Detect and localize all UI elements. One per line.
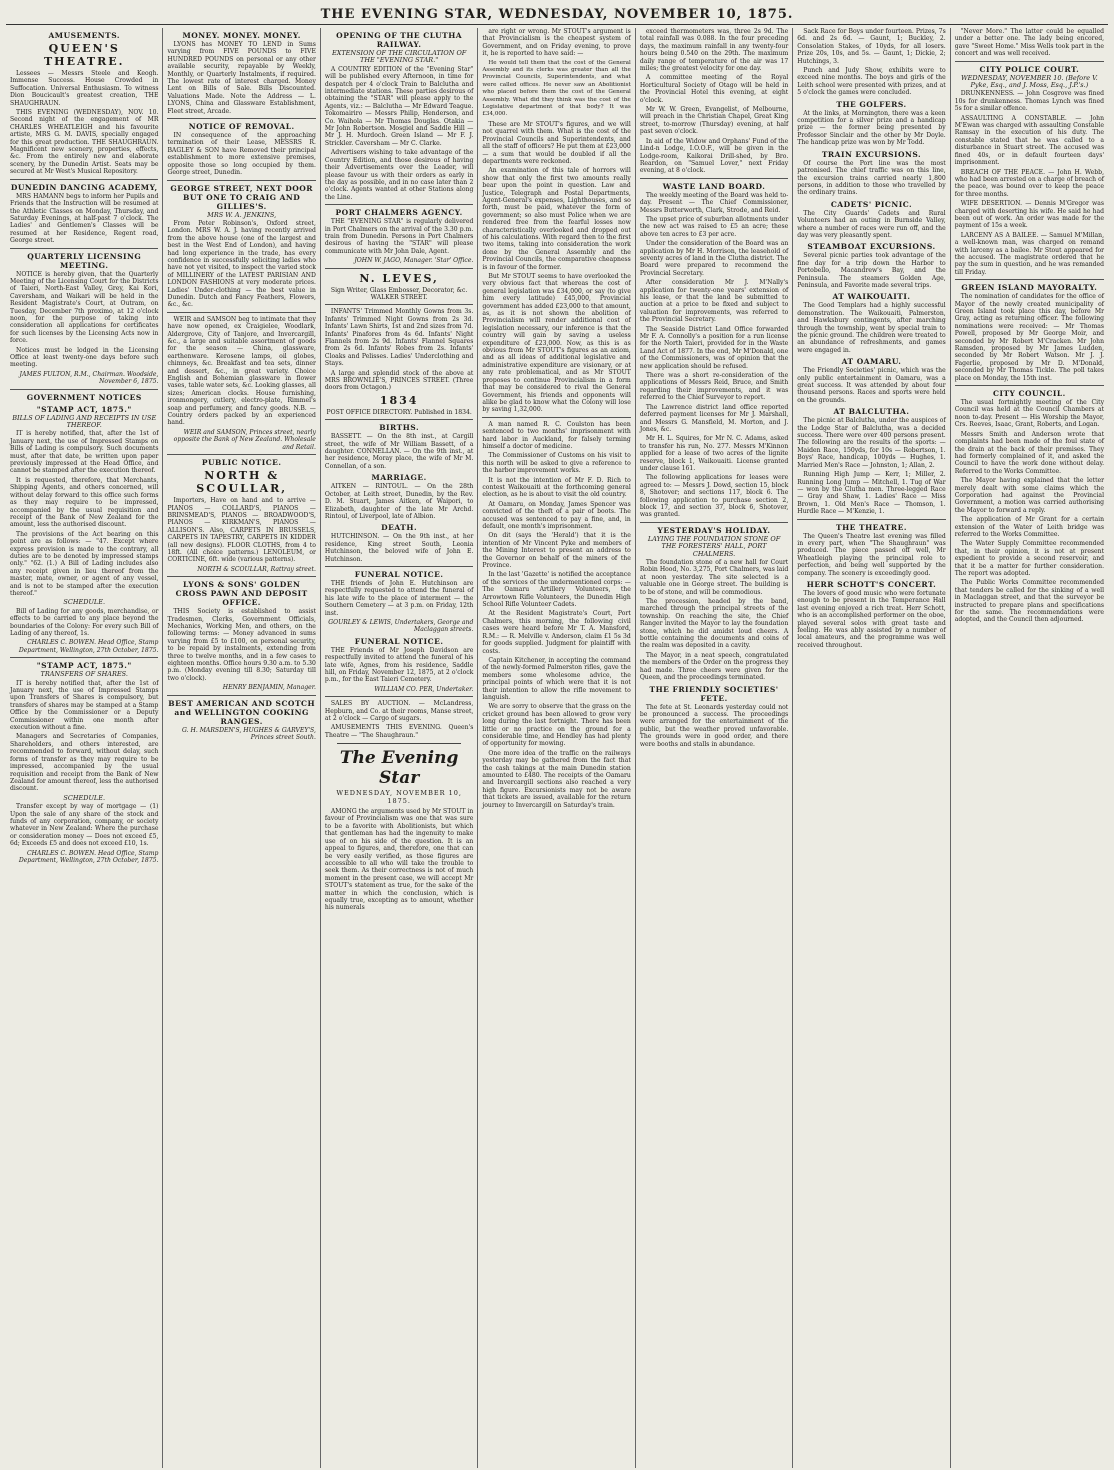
news-paragraph: The Mayor having explained that the letter merely dealt with some claims which the Corporation had against the Provincial Government, a motion was carried authorising the Mayor to forward a reply.	[954, 477, 1105, 514]
paragraph: Lessees — Messrs Steele and Keogh. Immense Success. House Crowded in Suffocation. Universal Enthusiasm. To witness Dion Boucicault's greatest creation, THE SHAUGHRAUN.	[10, 70, 159, 107]
paragraph: The provisions of the Act bearing on this point are as follows: — "47. Except where express provision is made to the contrary, all duties are to be denoted by impressed stamps only." "62. (1.) A Bill of Lading includes also any receipt given in lieu thereof from the master, mate, owner, or agent of any vessel, and is not to be stamped after the execution thereof."	[10, 530, 159, 597]
paragraph: HUTCHINSON. — On the 9th inst., at her residence, King street South, Leonia Hutchinson, the beloved wife of John E. Hutchinson.	[324, 533, 474, 563]
news-paragraph: The application of Mr Grant for a certain extension of the Water of Leith bridge was referred to the Works Committee.	[954, 516, 1105, 538]
news-paragraph: The Seaside District Land Office forwarded Mr F. A. Connolly's a position for a run license for the North Taieri, provided for in the Waste Land Act of 1877. In the end, Mr M'Donald, one of the Commissioners, was of opinion that the new application should be refused.	[639, 325, 789, 370]
news-paragraph: "Never More." The latter could be equalled under a better one. The lady being encored, gave "Sweet Home." Miss Wells took part in the concert and was well received.	[954, 28, 1105, 58]
notice-subtitle: BILLS OF LADING AND RECEIPTS IN USE THEREOF.	[12, 413, 157, 430]
news-paragraph: Of course the Port line was the most patronised. The chief traffic was on this line, the excursion trains carried nearly 1,800 persons, in addition to those who travelled by the ordinary trains.	[797, 159, 946, 197]
ad-heading: PUBLIC NOTICE.	[201, 458, 282, 468]
paragraph: NOTICE is hereby given, that the Quarterly Meeting of the Licensing Court for the Districts of Taieri, North-East Valley, Grey, Kai Kori, Caversham, and Waikari will be held in the Resident Magistrate's Court, at Outram, on Tuesday, December 7th proximo, at 12 o'clock noon, for the purpose of taking into consideration all applications for certificates for such licenses by the Licensing Acts now in force.	[10, 270, 159, 345]
section-heading: TRAIN EXCURSIONS.	[821, 149, 922, 159]
divider	[955, 61, 1104, 62]
ad-heading: NOTICE OF REMOVAL.	[188, 122, 295, 132]
news-paragraph: At the Resident Magistrate's Court, Port Chalmers, this morning, the following civil cases were heard before Mr T. A. Mansford, R.M.: — R. Melville v. Anderson, claim £1 5s 3d for goods supplied. Judgment for plaintiff with costs.	[482, 610, 631, 655]
column-3	[321, 28, 478, 1468]
divider	[167, 454, 315, 455]
paragraph: Sign Writer, Glass Embosser, Decorator, &c. WALKER STREET.	[330, 286, 468, 301]
divider	[167, 118, 315, 119]
paragraph: THE Friends of Mr Joseph Davidson are respectfully invited to attend the funeral of his late wife, Agnes, from his residence, Saddle hill, on Friday, November 12, 1875, at 2 o'clock p.m., for the East Taieri Cemetery.	[324, 646, 474, 684]
notice-heading: OPENING OF THE CLUTHA RAILWAY.	[336, 31, 463, 49]
editorial-paragraph: are right or wrong. Mr STOUT's argument is that Provincialism is the cheapest system of Government, and on Friday evening, to prove it, he is reported to have said: —	[482, 28, 631, 58]
signature: NORTH & SCOULLAR, Rattray street.	[197, 565, 316, 573]
divider	[167, 576, 315, 577]
news-paragraph: The nomination of candidates for the office of Mayor of the newly created municipality of Green Island took place this day, before Mr Gray, acting as returning officer. The following nominations were received: — Mr Thomas Powell, proposed by Mr George Moir, and seconded by Mr Robert M'Cracken. Mr John Ramsden, proposed by Mr James Ludden, seconded by Mr Robert Watson. Mr J. J. Fagerlie, proposed by Mr D. M'Donald, seconded by Mr Thomas Tickle. The poll takes place on Monday, the 15th inst.	[954, 293, 1105, 382]
divider	[955, 385, 1104, 386]
paragraph: Managers and Secretaries of Companies, Shareholders, and others interested, are recommended to forward, without delay, such forms of transfer as they may require to be impressed, accompanied by the usual requisition and receipt from the Bank of New Zealand for amount thereof, less the authorised discount.	[10, 733, 159, 793]
paragraph: SALES BY AUCTION. — McLandress, Hepburn, and Co. at their rooms, Manse street, at 2 o'clock — Cargo of sugars.	[324, 700, 474, 723]
section-heading: THE FRIENDLY SOCIETIES' FETE.	[649, 684, 779, 703]
section-heading: FUNERAL NOTICE.	[354, 569, 444, 579]
news-paragraph: The usual fortnightly meeting of the City Council was held at the Council Chambers at noon to-day. Present — His Worship the Mayor, Crs. Reeves, Isaac, Grant, Roberts, and Logan.	[954, 399, 1105, 429]
divider	[167, 312, 315, 313]
ad-heading: GEORGE STREET, NEXT DOOR BUT ONE TO CRAIG AND GILLIES'S.	[170, 183, 313, 211]
notice-title: "STAMP ACT, 1875."	[36, 661, 132, 671]
paragraph: IT is hereby notified that, after the 1st of January next, the use of Impressed Stamps upon Transfers of Shares is compulsory, but transfers of shares may be stamped at a Stamp Office by the Commissioner or a Deputy Commissioner within one month after execution without a fine.	[10, 679, 159, 732]
news-paragraph: Running High Jump — Kerr, 1; Miller, 2. Running Long Jump — Mitchell, 1. Tug of War — won by the Clutha men. Three-legged Race — Gray and Shaw, 1. Ladies' Race — Miss Brown, 1. Old Men's Race — Thomson, 1. Hurdle Race — M'Kenzie, 1.	[797, 471, 946, 516]
paragraph: A COUNTRY EDITION of the "Evening Star" will be published every Afternoon, in time for despatch per 4 o'clock Train to Balclutha and intermediate stations. These parties desirous of obtaining the "STAR" will please apply to the Agents, viz.: — Balclutha — Mr Edward Teague. Tokomairiro — Messrs Philip, Henderson, and Co. Waihola — Mr Thomas Douglas. Otakia — Mr John Robertson. Mosgiel and Saddle Hill — Mr J. H. Murdoch. Green Island — Mr F. J. Strickler. Caversham — Mr C. Clarke.	[324, 65, 474, 147]
divider	[325, 696, 473, 697]
news-paragraph: DRUNKENNESS. — John Cosgrove was fined 10s for drunkenness. Thomas Lynch was fined 5s for a similar offence.	[954, 90, 1105, 113]
news-paragraph: The Queen's Theatre last evening was filled in every part, when "The Shaughraun" was produced. The piece passed off well, Mr Wheatleigh playing the principal role to perfection, and being well supported by the company. The scenery is exceedingly good.	[797, 532, 946, 577]
section-heading: CITY COUNCIL.	[992, 389, 1066, 399]
editorial-paragraph: These are Mr STOUT's figures, and we will not quarrel with them. What is the cost of the Provincial Councils and Superintendents, and all the staff of officers? He put them at £23,000 — a sum that would be doubled if all the departments were reckoned.	[482, 120, 631, 165]
news-paragraph: Sack Race for Boys under fourteen. Prizes, 7s 6d. and 2s 6d. — Gaunt, 1; Buckley, 2. Consolation Stakes, of 10yds, for all losers. Prize 20s, 10s, and 5s. — Gaunt, 1; Dickie, 2; Hutchings, 3.	[797, 28, 946, 65]
section-heading: DEATH.	[381, 523, 418, 533]
paragraph: Bill of Lading for any goods, merchandise, or effects to be carried to any place beyond the boundaries of the Colony: For every such Bill of Lading of any thereof, 1s.	[10, 607, 159, 637]
signature: WEIR and SAMSON, Princes street, nearly opposite the Bank of New Zealand. Wholesale and Retail.	[173, 428, 316, 451]
divider	[325, 566, 473, 567]
paragraph: Transfer except by way of mortgage — (1) Upon the sale of any share of the stock and funds of any corporation, company, or society whatever in New Zealand: Where the purchase or consideration money — Does not exceed £5, 6d; Exceeds £5 and does not exceed £10, 1s.	[10, 803, 159, 848]
issue-date: WEDNESDAY, NOVEMBER 10, 1875.	[336, 789, 462, 805]
divider	[325, 419, 473, 420]
column-7	[951, 28, 1108, 1468]
column-5	[636, 28, 793, 1468]
ad-heading: LYONS & SONS' GOLDEN CROSS PAWN AND DEPOSIT OFFICE.	[175, 580, 308, 608]
schedule-title: SCHEDULE.	[63, 598, 106, 607]
signature: CHARLES C. BOWEN. Head Office, Stamp Department, Wellington, 27th October, 1875.	[18, 639, 159, 654]
section-heading: BIRTHS.	[379, 423, 420, 433]
paragraph: THIS Society is established to assist Tradesmen, Clerks, Government Officials, Mechanics, Working Men, and others, on the following terms: — Money advanced in sums varying from £5 to £100, on personal security, to be repaid by instalments, extending from three to twelve months, and in a few cases to eighteen months. Office hours 9.30 a.m. to 5.30 p.m. (Monday evening till 8.30; Saturday till two o'clock).	[167, 608, 316, 682]
notice-heading: PORT CHALMERS AGENCY.	[335, 208, 463, 218]
signature: WILLIAM CO. PER, Undertaker.	[374, 685, 474, 693]
news-paragraph: LARCENY AS A BAILEE. — Samuel M'Millan, a well-known man, was charged on remand with larceny as a bailee. Mr Stout appeared for the accused. The magistrate ordered that he pay the sum in question, and he was remanded till Friday.	[954, 231, 1105, 276]
news-paragraph: One more idea of the traffic on the railways yesterday may be gathered from the fact that the cash takings at the main Dunedin station amounted to £480. The receipts of the Oamaru and Invercargill sections also reached a very high figure. Excursionists may not be aware that tickets are issued, available for the return journey to Invercargill on Saturday's train.	[482, 749, 631, 809]
divider	[955, 279, 1104, 280]
news-paragraph: The following applications for leases were agreed to: — Messrs J. Dowd, section 15, block 8, Shotover; and sections 117, block 6. The following application to purchase section 2, block 17, and section 37, block 6, Shotover, was granted.	[639, 474, 789, 519]
signature: JOHN W. JAGO, Manager. 'Star' Office.	[354, 257, 474, 265]
news-paragraph: The lovers of good music who were fortunate enough to be present in the Temperance Hall last evening enjoyed a rich treat. Herr Schott, who is an accomplished performer on the oboe, played several solos with great taste and feeling. He was ably assisted by a number of local amateurs, and the programme was well received throughout.	[797, 589, 946, 649]
news-paragraph: The weekly meeting of the Board was held to-day. Present — The Chief Commissioner, Messrs Butterworth, Clark, Strode, and Reid.	[639, 191, 789, 214]
signature: JAMES FULTON, R.M., Chairman. Woodside, November 6, 1875.	[19, 370, 159, 386]
ad-title: N. LEVES,	[359, 271, 439, 285]
news-paragraph: Under the consideration of the Board was an application by Mr H. Morrison, the leasehold of seventy acres of land in the Clutha district. The Board were prepared to recommend the Provincial Secretary.	[639, 240, 789, 277]
section-heading: THE THEATRE.	[836, 522, 907, 532]
section-heading: DUNEDIN DANCING ACADEMY,	[10, 182, 158, 192]
paragraph: IT is hereby notified, that, after the 1st of January next, the use of Impressed Stamps on Bills of Lading is compulsory. Such documents must, after that date, be written upon paper previously impressed at the Head Office, and cannot be stamped after the execution thereof.	[10, 430, 159, 475]
section-heading: AT OAMARU.	[841, 357, 902, 367]
paragraph: THE friends of John E. Hutchinson are respectfully requested to attend the funeral of his late wife to the place of interment — the Southern Cemetery — at 3 p.m. on Friday, 12th inst.	[324, 579, 474, 617]
divider	[10, 248, 158, 249]
column-2	[163, 28, 320, 1468]
news-paragraph: The Friendly Societies' picnic, which was the only public entertainment in Oamaru, was a great success. It was attended by about four thousand persons. Races and sports were held on the grounds.	[797, 367, 946, 404]
section-heading: STEAMBOAT EXCURSIONS.	[807, 242, 936, 252]
notice-subtitle: TRANSFERS OF SHARES.	[40, 670, 128, 679]
columns	[6, 28, 1108, 1468]
divider	[640, 522, 788, 523]
section-heading: THE GOLFERS.	[836, 99, 907, 109]
news-paragraph: There was a short re-consideration of the applications of Messrs Reid, Bruce, and Smith regarding their improvements, and it was referred to the Chief Surveyor to report.	[639, 372, 789, 402]
column-4	[478, 28, 635, 1468]
news-paragraph: A man named R. C. Coulston has been sentenced to two months' imprisonment with hard labor in Auckland, for falsely terming himself a doctor of medicine.	[482, 420, 631, 450]
column-1	[6, 28, 163, 1468]
ad-title: QUEEN'S THEATRE.	[44, 42, 125, 68]
ad-title: NORTH & SCOULLAR,	[196, 469, 288, 496]
ad-subtitle: MRS W. A. JENKINS,	[207, 210, 277, 219]
news-paragraph: It is not the intention of Mr F. D. Rich to contest Waikouaiti at the forthcoming general election, as he is about to visit the old country.	[482, 476, 631, 499]
paragraph: MRS HAMANN begs to inform her Pupils and Friends that the Instruction will be resumed at the Athletic Classes on Monday, Thursday, and Saturday Evenings, at half-past 7 o'clock. The Ladies' and Gentlemen's Classes will be resumed at her Residence, Regent road, George street.	[10, 192, 159, 245]
schedule-title: SCHEDULE.	[63, 793, 106, 802]
news-paragraph: The procession, headed by the band, marched through the principal streets of the township. On reaching the site, the Chief Ranger invited the Mayor to lay the foundation stone, which he did amidst loud cheers. A bottle containing the documents and coins of the realm was deposited in a cavity.	[639, 598, 789, 650]
editorial-paragraph: But Mr STOUT seems to have overlooked the very obvious fact that whereas the cost of general legislation was £34,000, or say (to give him every latitude) £45,000, Provincial government has added £23,000 to that amount, as, as it is not shown the abolition of Provincialism will render additional cost of legislation necessary, our inference is that the country will gain by saving a useless expenditure of £23,000. Now, as this is as obvious from Mr STOUT's figures as an axiom, and as all ideas of additional legislative and administrative expenditure are visionary, or at any rate problematical, and as Mr STOUT proposes to continue Provincialism in a form that may be considered to rival the General Government, his friends and opponents will alike be glad to know what the Colony will lose by saving 1,32,000.	[482, 273, 631, 414]
paragraph: THE "EVENING STAR" is regularly delivered in Port Chalmers on the arrival of the 3.30 p.m. train from Dunedin. Persons in Port Chalmers desirous of having the "STAR" will please communicate with Mr John Dale, Agent.	[324, 218, 474, 255]
news-paragraph: In the last 'Gazette' is notified the acceptance of the services of the undermentioned corps: — The Oamaru Artillery Volunteers, the Arrowtown Rifle Volunteers, the Dunedin High School Rifle Volunteer Cadets.	[482, 571, 631, 609]
news-paragraph: The picnic at Balclutha, under the auspices of the Lodge Star of Balclutha, was a decided success. There were over 400 persons present. The following are the results of the sports: — Maiden Race, 150yds, for 10s — Robertson, 1. Boys' Race, handicap, 100yds — Hughes, 1. Married Men's Race — Johnston, 1; Allan, 2.	[797, 417, 946, 469]
divider	[640, 178, 788, 179]
divider	[337, 743, 461, 744]
news-paragraph: The City Guards' Cadets and Rural Volunteers had an outing in Burnside Valley, where a number of races were run off, and the day was very pleasantly spent.	[797, 209, 946, 239]
paragraph: From Peter Robinson's, Oxford street, London. MRS W. A. J. having recently arrived from the above house (one of the largest and best in the West End of London), and having had long experience in the trade, has every confidence in successfully soliciting ladies who have not yet visited, to inspect the varied stock of MILLINERY of the LATEST PARISIAN AND LONDON FASHIONS at very moderate prices. Ladies' Under-clothing — the best value in Dunedin. Dutch and Fancy Feathers, Flowers, &c., &c.	[167, 219, 316, 309]
paragraph: THIS EVENING (WEDNESDAY), NOV. 10. Second night of the engagement of MR CHARLES WHEATLEIGH and his favourite artiste, MRS G. M. DAVIS, specially engaged for this great production. THE SHAUGHRAUN. Magnificent new scenery, properties, effects, &c. From the entirely new and elaborate scenery, by the Dunedin Artist. Seats may be secured at Mr West's Musical Repository.	[10, 109, 159, 176]
news-paragraph: Mr H. L. Squires, for Mr N. C. Adams, asked to transfer his run, No. 277. Messrs M'Kinnon applied for a lease of two acres of the lignite reserve, block 1, Waikouaiti. License granted under clause 161.	[639, 435, 789, 472]
section-heading: CADETS' PICNIC.	[830, 199, 913, 209]
paragraph: IN consequence of the approaching termination of their Lease, MESSRS R. BAGLEY & SON have Removed their principal establishment to more extensive premises, opposite those so long occupied by them. George street, Dunedin.	[167, 132, 316, 177]
signature: CHARLES C. BOWEN. Head Office, Stamp Department, Wellington, 27th October, 1875.	[18, 849, 159, 864]
divider	[10, 389, 158, 390]
section-heading: YESTERDAY'S HOLIDAY.	[657, 525, 771, 535]
paragraph: A large and splendid stock of the above at MRS BROWNLIE'S, PRINCES STREET. (Three doors from Octagon.)	[324, 369, 474, 392]
section-subtitle: LAYING THE FOUNDATION STONE OF THE FORESTERS' HALL, PORT CHALMERS.	[647, 534, 781, 558]
ad-heading: MONEY. MONEY. MONEY.	[182, 31, 301, 40]
section-subtitle: WEDNESDAY, NOVEMBER 10. (Before V. Pyke, Esq., and J. Moss, Esq., J.P.'s.)	[960, 73, 1098, 90]
newspaper-nameplate: The Evening Star	[339, 748, 459, 789]
masthead: THE EVENING STAR, WEDNESDAY, NOVEMBER 10, 1875.	[6, 4, 1108, 25]
paragraph: Advertisers wishing to take advantage of the Country Edition, and those desirous of having their Advertisements over the Leader, will please favour us with their orders as early in the day as possible, and in no case later than 2 o'clock. Agents wanted at other Stations along the Line.	[324, 149, 474, 201]
divider	[482, 417, 630, 418]
news-paragraph: The Mayor, in a neat speech, congratulated the members of the Order on the progress they had made. Three cheers were given for the Queen, and the proceedings terminated.	[639, 651, 789, 682]
news-paragraph: At the links, at Mornington, there was a keen competition for a silver prize and a handicap prize — the former being presented by Professor Sinclair and the other by Mr Doyle. The handicap prize was won by Mr Todd.	[797, 109, 946, 147]
section-heading: WASTE LAND BOARD.	[662, 181, 766, 191]
news-paragraph: The fete at St. Leonards yesterday could not be pronounced a success. The proceedings were arranged for the entertainment of the public, but the weather proved unfavorable. The grounds were in good order, and there were booths and stalls in abundance.	[639, 703, 789, 748]
news-paragraph: WIFE DESERTION. — Dennis M'Gregor was charged with deserting his wife. He said he had been out of work. An order was made for the payment of 15s a week.	[954, 200, 1105, 230]
paragraph: Importers, Have on hand and to arrive — PIANOS — COLLARD'S, PIANOS — BRINSMEAD'S, PIANOS — BROADWOOD'S, PIANOS — KIRKMAN'S, PIANOS — ALLISON'S. Also, CARPETS IN BRUSSELS, CARPETS IN TAPESTRY, CARPETS IN KIDDER (all new designs). FLOOR CLOTHS, from 4 to 18ft. (All choice patterns.) LENOLEUM, or CORTICINE, 6ft. wide (various patterns).	[167, 497, 316, 564]
news-paragraph: ASSAULTING A CONSTABLE. — John M'Ewan was charged with assaulting Constable Ramsay in the execution of his duty. The constable stated that he was called to a disturbance in Stuart street. The accused was fined 40s, or in default fourteen days' imprisonment.	[954, 114, 1105, 167]
ad-heading: BEST AMERICAN AND SCOTCH and WELLINGTON COOKING RANGES.	[168, 698, 316, 726]
signature: HENRY BENJAMIN, Manager.	[222, 684, 316, 692]
column-6	[793, 28, 950, 1468]
news-paragraph: Messrs Smith and Anderson wrote that complaints had been made of the foul state of the drain at the back of their premises. They had formerly complained of it, and asked the Council to have the work done without delay. Referred to the Works Committee.	[954, 430, 1105, 475]
section-heading: GREEN ISLAND MAYORALTY.	[961, 283, 1098, 293]
news-paragraph: On dit (says the 'Herald') that it is the intention of Mr Vincent Pyke and members of the Mining Interest to present an address to the Governor on behalf of the miners of the Province.	[482, 532, 631, 570]
section-heading: CITY POLICE COURT.	[979, 64, 1080, 74]
news-paragraph: In aid of the Widow and Orphans' Fund of the Lind-n Lodge, I.O.O.F., will be given in the Lodge-room, Kaikorai Drill-shed, by Bro. Reardon, on "Samuel Lover," next Friday evening, at 8 o'clock.	[639, 137, 789, 175]
divider	[10, 179, 158, 180]
notice-subtitle: EXTENSION OF THE CIRCULATION OF THE "EVENING STAR."	[331, 49, 467, 65]
quoted-paragraph: He would tell them that the cost of the General Assembly and its clerks was greater than all the Provincial Councils, Superintendents, and what were called offices. He never saw an Abolitionist who placed before them the cost of the General Assembly. What did they think was the cost of the Legislative department of that body? It was £34,000.	[482, 59, 631, 118]
section-heading: QUARTERLY LICENSING MEETING.	[27, 251, 142, 270]
paragraph: Notices must be lodged in the Licensing Office at least twenty-one days before such meeting.	[10, 346, 159, 369]
news-paragraph: The Commissioner of Customs on his visit to this north will be asked to give a reference to the harbor improvement works.	[482, 452, 631, 475]
editorial-paragraph: An examination of this tale of horrors will show that only the first two amounts really bear upon the point in question. Law and Justice, Telegraph and Postal Departments, Agent-General's expenses, Lighthouses, and so forth, must be paid, whatever the form of government; so also must Police when we are rendered free from the fearful losses now characteristically overlooked and dropped out of his calculations. With regard then to the first two items, taking into consideration the work done by the General Assembly and the Provincial Councils, the comparative cheapness is in favour of the former.	[482, 167, 631, 271]
news-paragraph: exceed thermometers was, three 2s 9d. The total rainfall was 0.088. In the four preceding days, the maximum rainfall in any twenty-four hours being 0.540 on the 29th. The maximum daily range of temperature of the air was 17 miles; the greatest velocity for one day.	[639, 28, 789, 73]
news-paragraph: BREACH OF THE PEACE. — John H. Webb, who had been arrested on a charge of breach of the peace, was bound over to keep the peace for three months.	[954, 168, 1105, 198]
signature: GOURLEY & LEWIS, Undertakers, George and Maclaggan streets.	[328, 618, 474, 634]
paragraph: BASSETT. — On the 8th inst., at Cargill street, the wife of Mr William Bassett, of a daughter. CONNELLAN. — On the 9th inst., at her residence, Moray place, the wife of Mr M. Connellan, of a son.	[324, 433, 474, 470]
section-heading: FUNERAL NOTICE.	[354, 636, 444, 646]
news-paragraph: Several picnic parties took advantage of the fine day for a trip down the Harbor to Portobello, Macandrew's Bay, and the Peninsula. The steamers Golden Age, Peninsula, and Favorite made several trips.	[797, 252, 946, 289]
section-heading: AT WAIKOUAITI.	[832, 292, 911, 302]
section-heading: GOVERNMENT NOTICES	[26, 392, 142, 402]
news-paragraph: Punch and Judy Show, exhibits were to exceed nine months. The boys and girls of the Leith school were presented with prizes, and at 5 o'clock the games were concluded.	[797, 67, 946, 97]
paragraph: POST OFFICE DIRECTORY. Published in 1834.	[326, 408, 472, 416]
section-heading: AMUSEMENTS.	[48, 31, 120, 40]
divider	[10, 657, 158, 658]
editorial-paragraph: AMONG the arguments used by Mr STOUT in favour of Provincialism was one that was sure to be a favorite with Abolitionists, but which that gentleman has had the ingenuity to make use of on his side of the question. It is an appeal to figures, and, therefore, one that can be very easily verified, as those figures are accessible to all who will take the trouble to seek them. As their correctness is not of much moment in the present case, we will accept Mr STOUT's statement as true, for the sake of the matter in which the conclusion, which is equally true, excepting as to amount, whether his numerals	[324, 808, 474, 912]
divider	[797, 519, 945, 520]
news-paragraph: The upset price of suburban allotments under the new act was raised to £5 an acre; these above ten acres to £3 per acre.	[639, 215, 789, 238]
paragraph: INFANTS' Trimmed Monthly Gowns from 3s. Infants' Trimmed Night Gowns from 2s 3d. Infants' Lawn Shirts, 1st and 2nd sizes from 7d. Infants' Pinafores from 4s 6d. Infants' Night Flannels from 2s 9d. Infants' Flannel Squares from 2s 6d. Infants' Robes from 2s. Infants' Cloaks and Pelisses. Ladies' Underclothing and Stays.	[324, 308, 474, 368]
news-paragraph: After consideration Mr J. M'Nally's application for twenty-one years' extension of his lease, or that the land be submitted to auction at a price to be fixed and subject to valuation for improvements, was referred to the Provincial Secretary.	[639, 279, 789, 324]
news-paragraph: We are sorry to observe that the grass on the cricket ground has been allowed to grow very long during the last fortnight. There has been little or no practice on the ground for a considerable time, and Hendley has had plenty of opportunity for mowing.	[482, 703, 631, 748]
news-paragraph: The Lawrence district land office reported deferred payment licenses for Mr J. Marshall, and Messrs G. Mansfield, M. Morton, and J. Jones, &c.	[639, 403, 789, 433]
news-paragraph: At Oamaru, on Monday, James Spencer was convicted of the theft of a pair of boots. The accused was sentenced to pay a fine, and, in default, one month's imprisonment.	[482, 500, 631, 530]
section-heading: AT BALCLUTHA.	[833, 407, 910, 417]
paragraph: LYONS has MONEY TO LEND in Sums varying from FIVE POUNDS to FIVE HUNDRED POUNDS on personal or any other available security, repayable by Weekly, Monthly, or Quarterly Instalments, if required. The lowest rate of interest charged. Money Lent on Bills of Sale. Bills Discounted. Valuations Made. Note the Address — L. LYONS, China and Glassware Establishment, Fleet street, Arcade.	[167, 41, 316, 115]
divider	[325, 304, 473, 305]
signature: G. H. MARSDEN'S, HUGHES & GARVEY'S, Princes street South.	[181, 726, 316, 742]
news-paragraph: Captain Kitchener, in accepting the command of the newly-formed Palmerston rifles, gave the members some wholesome advice, the principal points of which were that it is not their intention to allow the rifle movement to languish.	[482, 656, 631, 701]
section-heading: HERR SCHOTT'S CONCERT.	[806, 579, 937, 589]
news-paragraph: A committee meeting of the Royal Horticultural Society of Otago will be held in the Provincial Hotel this evening, at eight o'clock.	[639, 74, 789, 104]
news-paragraph: The foundation stone of a new hall for Court Robin Hood, No. 3,275, Port Chalmers, was laid at noon yesterday. The site selected is a valuable one in George street. The building is to be of stone, and will be commodious.	[639, 559, 789, 596]
news-paragraph: Mr W. W. Green, Evangelist, of Melbourne, will preach in the Christian Chapel, Great King street, to-morrow (Thursday) evening, at half past seven o'clock.	[639, 106, 789, 136]
notice-title: "STAMP ACT, 1875."	[36, 404, 132, 414]
ad-title: 1834	[379, 393, 419, 407]
divider	[325, 268, 473, 269]
section-heading: MARRIAGE.	[371, 473, 427, 483]
news-paragraph: The Good Templars had a highly successful demonstration. The Waikouaiti, Palmerston, and Hawksbury contingents, after marching through the township, went by special train to the picnic ground. The children were treated to an abundance of refreshments, and games were engaged in.	[797, 302, 946, 354]
paragraph: AMUSEMENTS THIS EVENING. Queen's Theatre — "The Shaughraun."	[324, 724, 474, 739]
news-paragraph: The Public Works Committee recommended that tenders be called for the sinking of a well in Maclaggan street, and that the surveyor be instructed to prepare plans and specifications for the same. The recommendations were adopted, and the Council then adjourned.	[954, 579, 1105, 624]
paragraph: It is requested, therefore, that Merchants, Shipping Agents, and others concerned, will without delay forward to this office such forms as they may require to be impressed, accompanied by the usual requisition and receipt of the Bank of New Zealand for the amount, less the authorised discount.	[10, 476, 159, 529]
divider	[167, 180, 315, 181]
divider	[325, 204, 473, 205]
paragraph: WEIR and SAMSON beg to intimate that they have now opened, ex Craigielee, Woodlark, Aldergrove, City of Tanjore, and Invercargill, &c., a large and suitable assortment of goods for the season — China, glassware, earthenware. Kerosene lamps, oil globes, chimneys, &c. Breakfast and tea sets, dinner and dessert, &c., in great variety. Choice English and Bohemian glassware in flower vases, table water sets, &c. Looking glasses, all sizes; American clocks. House furnishing, ironmongery, cutlery, electro-plate, Rimmel's soap and perfumery, and fancy goods. N.B. — Country orders packed by an experienced hand.	[167, 315, 316, 427]
paragraph: AITKEN — RINTOUL. — On the 28th October, at Leith street, Dunedin, by the Rev. D. M. Stuart, James Aitken, of Waipori, to Elizabeth, daughter of the late Mr Archd. Rintoul, of Liverpool, late of Albion.	[324, 483, 474, 520]
news-paragraph: The Water Supply Committee recommended that, in their opinion, it is not at present expedient to provide a second reservoir, and that it be a matter for further consideration. The report was adopted.	[954, 540, 1105, 577]
divider	[167, 695, 315, 696]
